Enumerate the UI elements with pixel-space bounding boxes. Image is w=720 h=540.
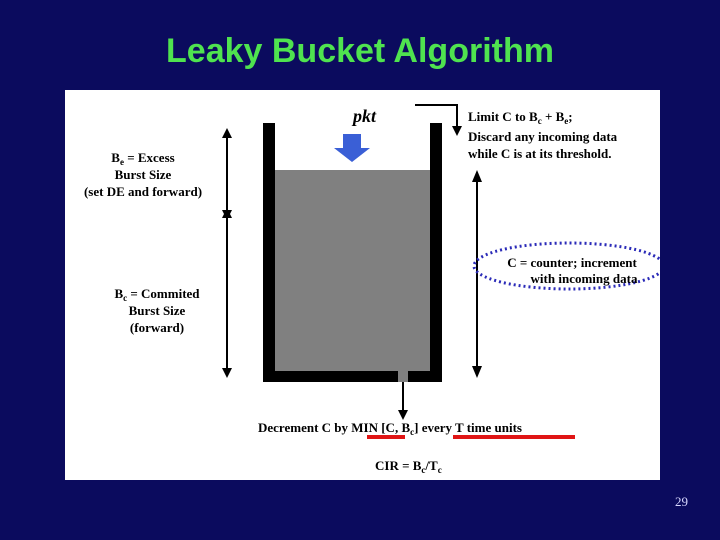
be-label-line3: (set DE and forward) [83,184,203,199]
bucket [263,123,442,382]
limit-text-line1: Limit C to $B_c + B_e$; [468,109,573,126]
leak-arrow [398,382,408,420]
counter-text-line1: C = counter; increment [507,255,637,270]
decrement-text: Decrement C by MIN [C, $B_c$] every T time units [258,420,522,437]
underline-every-t [453,435,575,439]
bc-label-line3: (forward) [129,320,185,335]
cir-text: CIR = $B_c/T_c$ [375,458,442,475]
page-number: 29 [675,494,688,509]
pkt-label: pkt [353,106,377,126]
be-label-line2: Burst Size [114,167,172,182]
bc-label-line1: $B_c$ = Commited [114,286,200,303]
bucket-right-wall [430,123,442,382]
limit-text-line2: Discard any incoming data [468,129,618,144]
underline-min [367,435,405,439]
slide-title: Leaky Bucket Algorithm [166,32,554,70]
pkt-arrow-icon [334,134,370,162]
bucket-leak-hole [398,371,408,382]
bucket-left-wall [263,123,275,382]
bc-label-line2: Burst Size [128,303,186,318]
bucket-bottom [263,371,442,382]
leaky-bucket-diagram [65,90,660,480]
be-dimension-arrow [222,128,232,220]
bc-dimension-arrow [222,208,232,378]
be-label-line1: $B_e$ = Excess [111,150,175,167]
counter-text-line2: with incoming data [530,271,638,286]
diagram-panel [65,90,660,480]
bucket-water [275,170,430,371]
limit-text-line3: while C is at its threshold. [468,146,612,161]
